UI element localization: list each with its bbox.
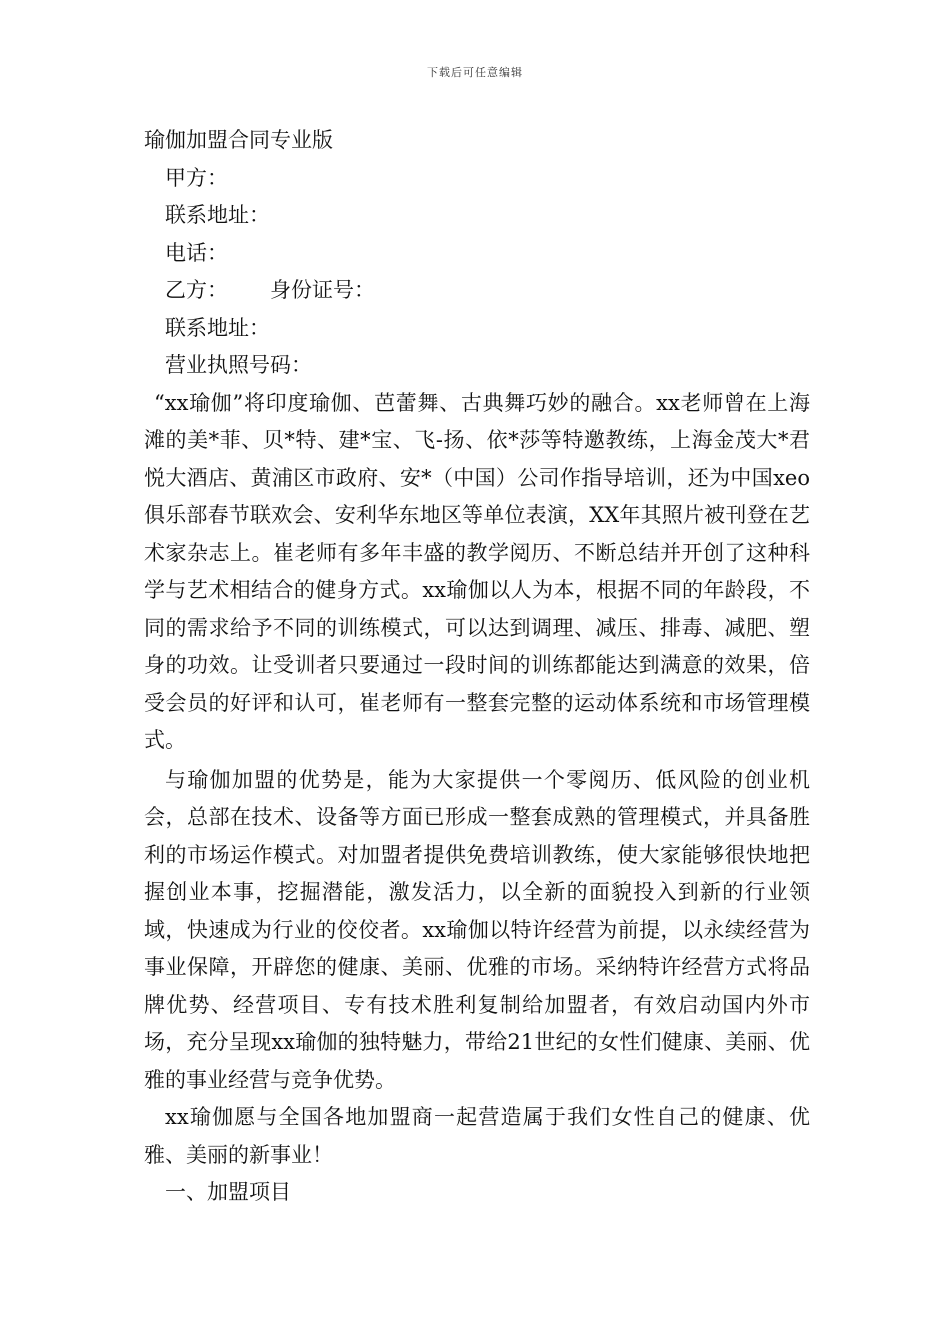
contact-address-a-label: 联系地址： bbox=[165, 203, 270, 227]
intro-paragraph: “xx瑜伽”将印度瑜伽、芭蕾舞、古典舞巧妙的融合。xx老师曾在上海滩的美*菲、贝*特、建*宝、飞-扬、依*莎等特邀教练，上海金茂大*君悦大酒店、黄浦区市政府、安*（中国）公司作指导培训，还为中国xeo俱乐部春节联欢会、安利华东地区等单位表演，XX年其照片被刊登在艺术家杂志上。崔老师有多年丰盛的教学阅历、不断总结并开创了这种科学与艺术相结合的健身方式。xx瑜伽以人为本，根据不同的年龄段，不同的需求给予不同的训练模式，可以达到调理、减压、排毒、减肥、塑身的功效。让受训者只要通过一段时间的训练都能达到满意的效果，倍受会员的好评和认可，崔老师有一整套完整的运动体系统和市场管理模式。 bbox=[144, 390, 810, 752]
party-a-label: 甲方： bbox=[165, 165, 228, 190]
advantages-paragraph: 与瑜伽加盟的优势是，能为大家提供一个零阅历、低风险的创业机会，总部在技术、设备等方面已形成一整套成熟的管理模式，并具备胜利的市场运作模式。对加盟者提供免费培训教练，使大家能够很快地把握创业本事，挖掘潜能，激发活力，以全新的面貌投入到新的行业领域，快速成为行业的佼佼者。xx瑜伽以特许经营为前提，以永续经营为事业保障，开辟您的健康、美丽、优雅的市场。采纳特许经营方式将品牌优势、经营项目、专有技术胜利复制给加盟者，有效启动国内外市场，充分呈现xx瑜伽的独特魅力，带给21世纪的女性们健康、美丽、优雅的事业经营与竞争优势。 bbox=[144, 767, 810, 1092]
document-body bbox=[144, 122, 810, 1212]
party-b-row bbox=[144, 272, 810, 310]
party-b-label: 乙方： bbox=[165, 278, 228, 302]
phone-label: 电话： bbox=[165, 240, 228, 265]
business-license-label: 营业执照号码： bbox=[165, 353, 312, 377]
id-number-label: 身份证号： bbox=[270, 278, 375, 302]
closing-paragraph: xx瑜伽愿与全国各地加盟商一起营造属于我们女性自己的健康、优雅、美丽的新事业！ bbox=[144, 1105, 810, 1167]
section-heading: 一、加盟项目 bbox=[165, 1180, 291, 1204]
contact-address-b-label: 联系地址： bbox=[165, 315, 270, 340]
document-title: 瑜伽加盟合同专业版 bbox=[144, 128, 333, 152]
page-header-note: 下载后可任意编辑 bbox=[427, 66, 523, 79]
